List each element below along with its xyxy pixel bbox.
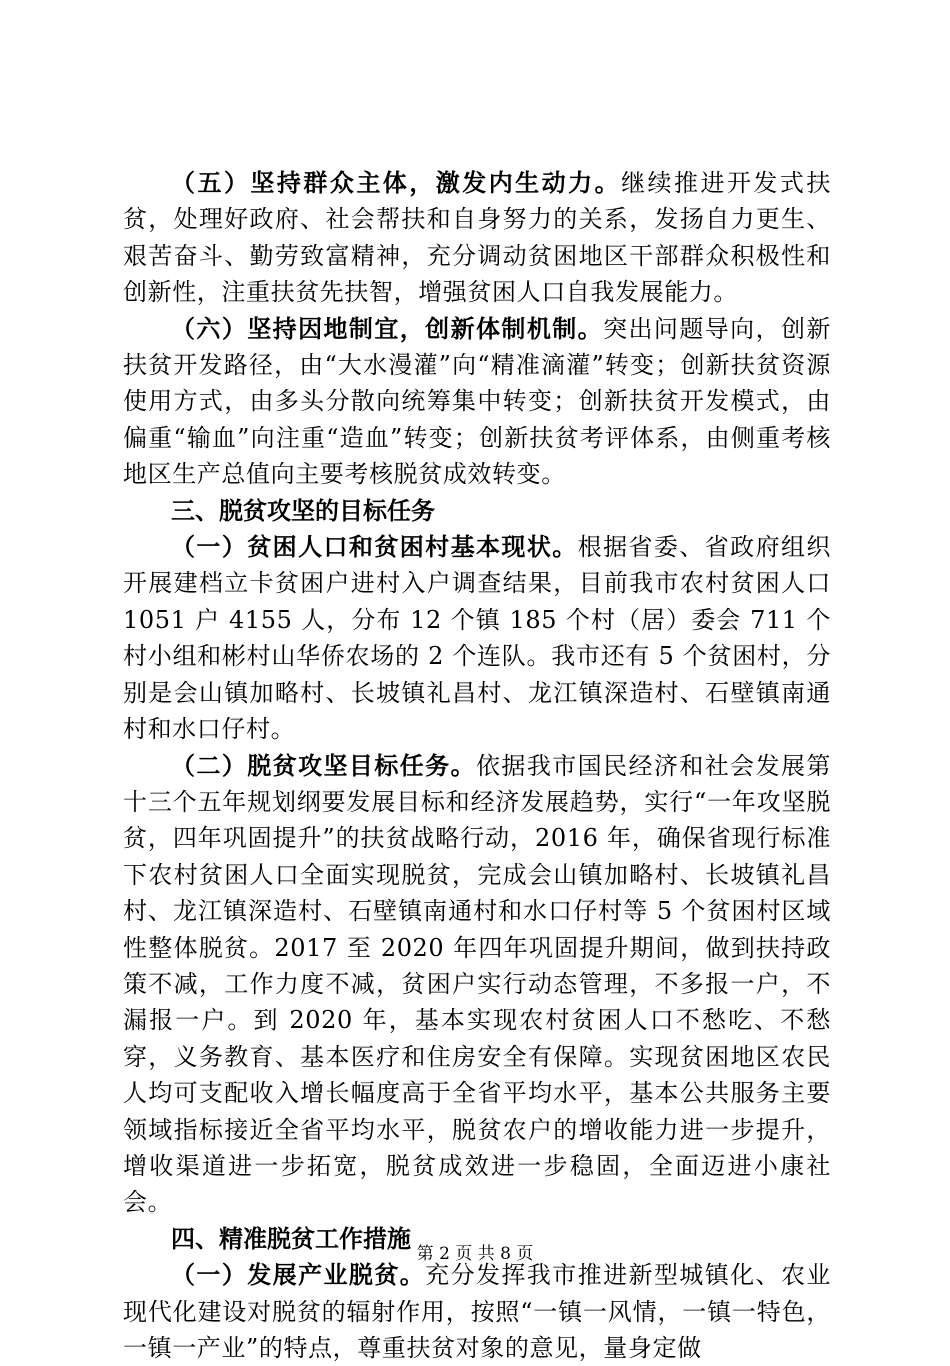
paragraph-body: 继续推进开发式扶贫，处理好政府、社会帮扶和自身努力的关系，发扬自力更生、艰苦奋斗、勤劳致富精神，充分调动贫困地区干部群众积极性和创新性，注重扶贫先扶智，增强贫困人口自我发展能力。 <box>123 169 831 307</box>
paragraph-lead: （二）脱贫攻坚目标任务。 <box>171 750 476 780</box>
paragraph-lead: （六）坚持因地制宜，创新体制机制。 <box>171 313 604 343</box>
paragraph-body: 根据省委、省政府组织开展建档立卡贫困户进村入户调查结果，目前我市农村贫困人口 1051 户 4155 人，分布 12 个镇 185 个村（居）委会 711 个村小组和彬村山华侨农场的 2 个连队。我市还有 5 个贫困村，分别是会山镇加略村、长坡镇礼昌村、龙江镇深造村、石壁镇南通村和水口仔村。 <box>123 533 831 744</box>
paragraph-principle-5 <box>123 165 831 311</box>
paragraph-goals <box>123 748 831 1221</box>
section-heading-3: 三、脱贫攻坚的目标任务 <box>171 496 435 525</box>
document-body <box>123 165 831 1366</box>
paragraph-body: 突出问题导向，创新扶贫开发路径，由“大水漫灌”向“精准滴灌”转变；创新扶贫资源使用方式，由多头分散向统筹集中转变；创新扶贫开发模式，由偏重“输血”向注重“造血”转变；创新扶贫考评体系，由侧重考核地区生产总值向主要考核脱贫成效转变。 <box>123 314 832 489</box>
paragraph-body: 依据我市国民经济和社会发展第十三个五年规划纲要发展目标和经济发展趋势，实行“一年攻坚脱贫，四年巩固提升”的扶贫战略行动，2016 年，确保省现行标准下农村贫困人口全面实现脱贫，完成会山镇加略村、长坡镇礼昌村、龙江镇深造村、石壁镇南通村和水口仔村等 5 个贫困村区域性整体脱贫。2017 至 2020 年四年巩固提升期间，做到扶持政策不减，工作力度不减，贫困户实行动态管理，不多报一户，不漏报一户。到 2020 年，基本实现农村贫困人口不愁吃、不愁穿，义务教育、基本医疗和住房安全有保障。实现贫困地区农民人均可支配收入增长幅度高于全省平均水平，基本公共服务主要领域指标接近全省平均水平，脱贫农户的增收能力进一步提升，增收渠道进一步拓宽，脱贫成效进一步稳固，全面迈进小康社会。 <box>123 751 832 1217</box>
paragraph-current-status <box>123 529 831 747</box>
paragraph-lead: （一）发展产业脱贫。 <box>171 1260 426 1290</box>
page-number-label: 第 2 页 共 8 页 <box>416 1244 534 1264</box>
paragraph-lead: （一）贫困人口和贫困村基本现状。 <box>171 532 578 562</box>
paragraph-body: 充分发挥我市推进新型城镇化、农业现代化建设对脱贫的辐射作用，按照“一镇一风情，一镇一特色，一镇一产业”的特点，尊重扶贫对象的意见，量身定做 <box>123 1261 831 1362</box>
section-heading-4: 四、精准脱贫工作措施 <box>171 1224 411 1253</box>
paragraph-principle-6 <box>123 311 831 493</box>
page-footer <box>0 1243 950 1265</box>
paragraph-industry <box>123 1257 831 1366</box>
paragraph-lead: （五）坚持群众主体，激发内生动力。 <box>171 168 622 197</box>
